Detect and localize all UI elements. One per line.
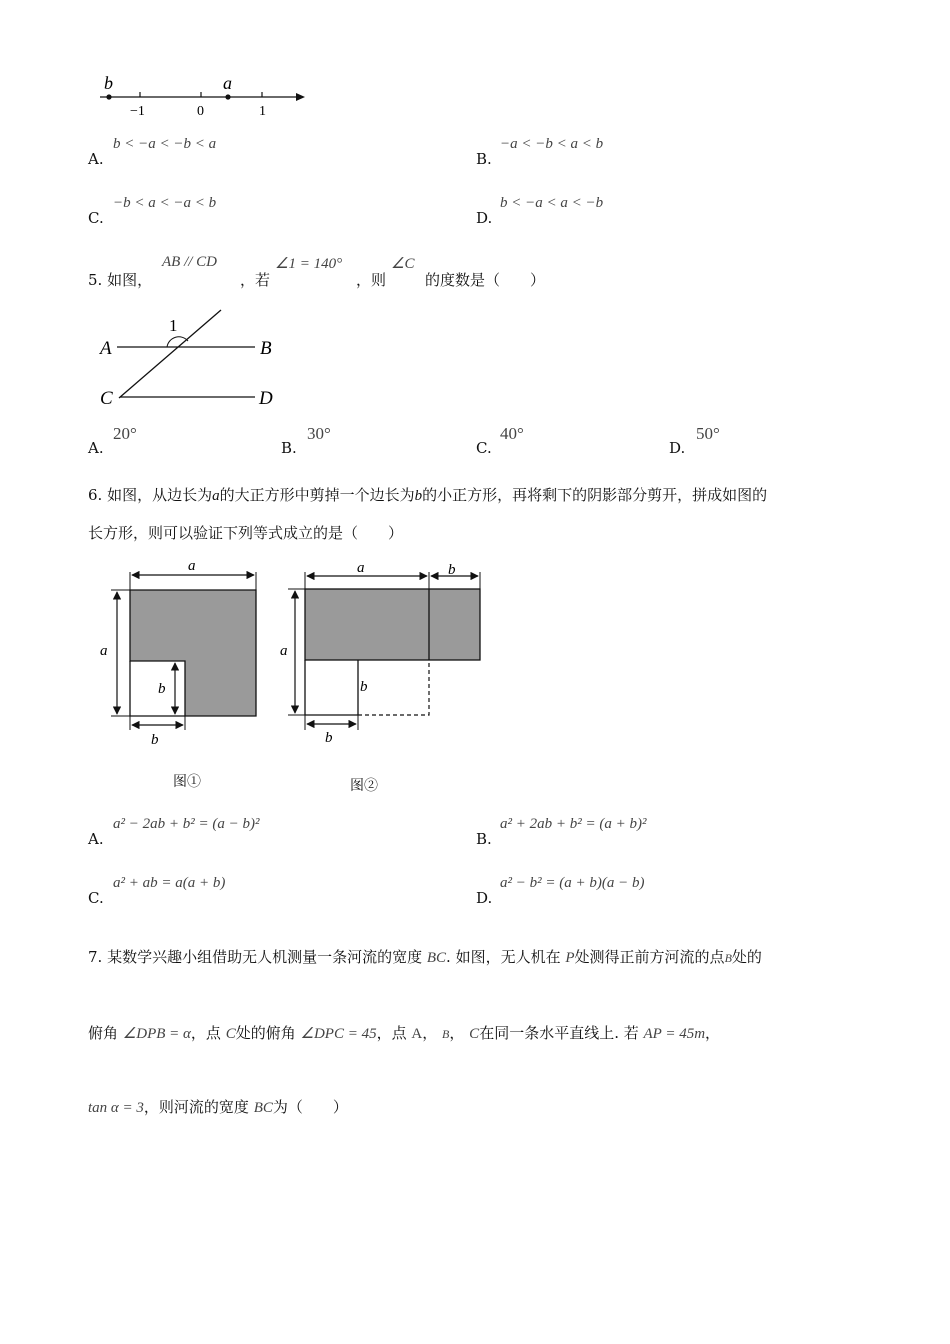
fig2-label-a-left: a: [280, 643, 288, 659]
q5-text-3: 的度数是（ ）: [425, 271, 546, 289]
point-c-label: C: [100, 388, 113, 409]
q5-option-d-label[interactable]: D.: [669, 439, 686, 457]
q5-math-angle-c: ∠C: [391, 256, 415, 272]
q6-option-b-label[interactable]: B.: [476, 830, 492, 848]
q4-option-c-label[interactable]: C.: [88, 209, 104, 227]
q5-option-a-label[interactable]: A.: [88, 439, 104, 457]
q4-option-c-expr: −b < a < −a < b: [113, 195, 217, 211]
q7-stem-line-3: tan α = 3，则河流的宽度 BC为（ ）: [88, 1098, 348, 1116]
q6-option-a-expr: a² − 2ab + b² = (a − b)²: [113, 816, 260, 832]
q5-option-a-value: 20°: [113, 424, 137, 443]
q4-option-d-label[interactable]: D.: [476, 209, 493, 227]
tick-label-0: 0: [197, 104, 204, 119]
number-line-figure: [95, 70, 315, 122]
fig1-label-a-left: a: [100, 643, 108, 659]
figure-2-caption: 图②: [350, 778, 378, 794]
q5-option-b-value: 30°: [307, 424, 331, 443]
point-d-label: D: [259, 388, 273, 409]
q6-option-c-expr: a² + ab = a(a + b): [113, 875, 226, 891]
q5-math-ab-cd: AB // CD: [162, 254, 217, 270]
q6-option-c-label[interactable]: C.: [88, 889, 104, 907]
q6-stem-line-2: 长方形，则可以验证下列等式成立的是（ ）: [88, 524, 404, 542]
fig2-label-a-top: a: [357, 560, 365, 576]
fig2-label-b-top: b: [448, 562, 456, 578]
fig1-label-a-top: a: [188, 558, 196, 574]
point-a-label: A: [100, 338, 112, 359]
q4-option-a-expr: b < −a < −b < a: [113, 136, 217, 152]
q4-option-d-expr: b < −a < a < −b: [500, 195, 604, 211]
q6-option-d-expr: a² − b² = (a + b)(a − b): [500, 875, 645, 891]
q5-option-b-label[interactable]: B.: [281, 439, 297, 457]
fig1-label-b-bottom: b: [151, 732, 159, 748]
fig1-label-b-inner: b: [158, 681, 166, 697]
q6-option-b-expr: a² + 2ab + b² = (a + b)²: [500, 816, 647, 832]
q5-option-c-label[interactable]: C.: [476, 439, 492, 457]
tick-label-1: 1: [259, 104, 266, 119]
angle-1-label: 1: [169, 316, 178, 335]
q7-stem-line-1: 7. 某数学兴趣小组借助无人机测量一条河流的宽度 BC. 如图，无人机在 P处测得正前方河流的点B处的: [88, 948, 762, 966]
q7-stem-line-2: 俯角 ∠DPB = α，点 C处的俯角 ∠DPC = 45，点 A， B， C在同一条水平直线上. 若 AP = 45m，: [88, 1024, 721, 1042]
point-a-label: a: [223, 73, 232, 93]
q5-option-d-value: 50°: [696, 424, 720, 443]
q5-math-angle1: ∠1 = 140°: [275, 256, 343, 272]
fig2-label-b-bottom: b: [325, 730, 333, 746]
q6-option-d-label[interactable]: D.: [476, 889, 493, 907]
q4-option-a-label[interactable]: A.: [88, 150, 104, 168]
figure-1-caption: 图①: [173, 774, 201, 790]
q4-option-b-expr: −a < −b < a < b: [500, 136, 604, 152]
parallel-lines-figure: [95, 305, 285, 410]
point-b-label: b: [104, 73, 113, 93]
q5-option-c-value: 40°: [500, 424, 524, 443]
figure-2-rectangle: [280, 558, 490, 748]
figure-1-square: [95, 558, 270, 748]
q5-text-1: ，若: [240, 271, 271, 289]
q4-option-b-label[interactable]: B.: [476, 150, 492, 168]
fig2-label-b-inner: b: [360, 679, 368, 695]
q6-option-a-label[interactable]: A.: [88, 830, 104, 848]
q5-text-2: ，则: [356, 271, 387, 289]
q6-stem-line-1: 6. 如图，从边长为a的大正方形中剪掉一个边长为b的小正方形，再将剩下的阴影部分剪开，拼成如图的: [88, 486, 768, 504]
point-b-label: B: [260, 338, 272, 359]
tick-label-neg1: −1: [130, 104, 145, 119]
q5-number: 5. 如图，: [88, 271, 153, 289]
